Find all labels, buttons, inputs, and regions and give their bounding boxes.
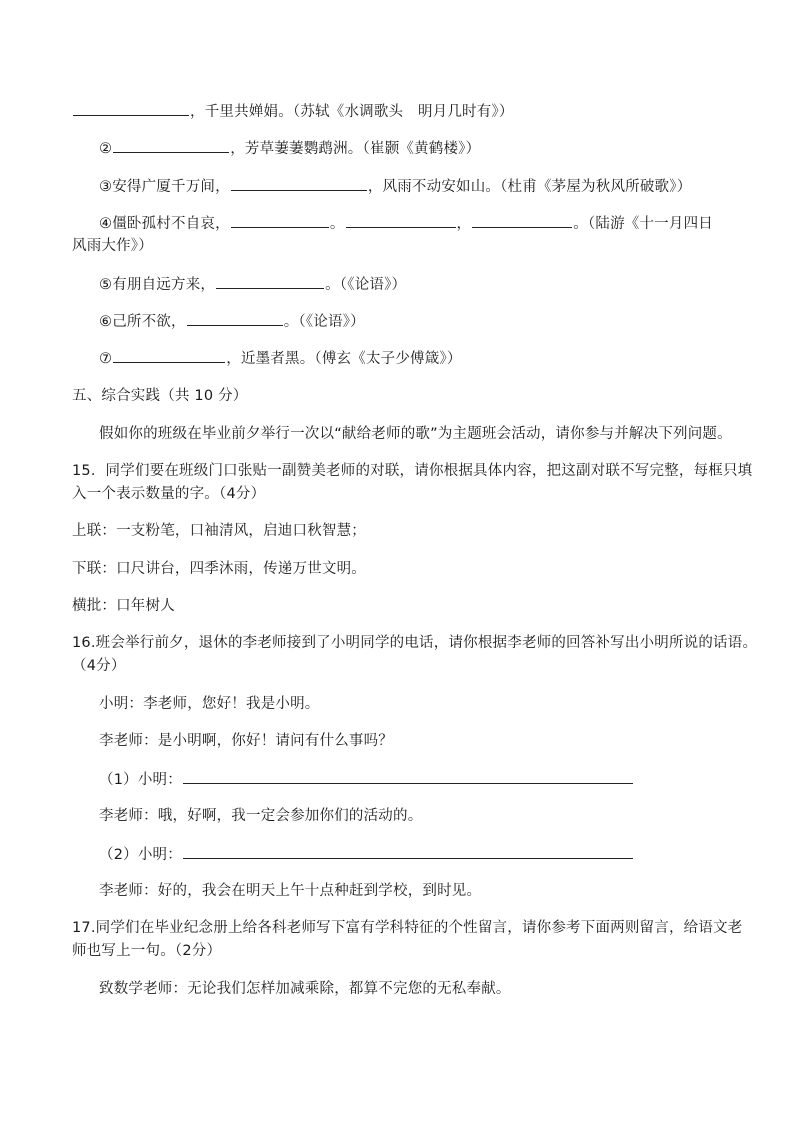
answer-blank[interactable] [113,138,229,153]
poem-line-6-prefix: ⑥己所不欲， [99,314,186,330]
poem-line-2-text: ，芳草萋萋鹦鹉洲。（崔颢《黄鹤楼》） [230,141,481,157]
couplet-upper: 上联：一支粉笔，口袖清风，启迪口秋智慧； [72,523,366,539]
section-intro: 假如你的班级在毕业前夕举行一次以“献给老师的歌”为主题班会活动，请你参与并解决下列问题。 [99,426,732,442]
poem-line-4-continued: 风雨大作》） [72,238,153,254]
poem-line-2 [99,138,480,159]
poem-line-3-prefix: ③安得广厦千万间， [99,179,230,195]
couplet-lower: 下联：口尺讲台，四季沐雨，传递万世文明。 [72,561,366,577]
answer-blank[interactable] [346,213,456,228]
poem-line-6 [99,311,365,332]
question-17-text-cont: 师也写上一句。（2分） [72,943,222,959]
answer-blank[interactable] [231,176,367,191]
poem-line-5 [99,274,406,295]
question-16-text: 16.班会举行前夕，退休的李老师接到了小明同学的电话，请你根据李老师的回答补写出小明所说的话语。 [72,635,758,651]
section-heading: 五、综合实践（共 10 分） [72,388,248,404]
answer-blank[interactable] [73,101,189,116]
answer-blank[interactable] [183,844,633,859]
question-15-text: 15．同学们要在班级门口张贴一副赞美老师的对联，请你根据具体内容，把这副对联不写完整，每框只填 [72,463,753,479]
poem-line-7-prefix: ⑦ [99,351,113,367]
answer-line-2 [99,844,634,865]
answer-blank[interactable] [183,769,633,784]
punctuation: ， [456,216,472,232]
answer-blank[interactable] [472,213,572,228]
poem-line-3 [99,176,691,197]
question-15-text-cont: 入一个表示数量的字。（4分） [72,486,266,502]
answer-blank[interactable] [187,311,283,326]
answer-blank[interactable] [113,348,225,363]
poem-line-4-prefix: ④僵卧孤村不自哀， [99,216,230,232]
punctuation: 。 [329,216,345,232]
poem-line-7 [99,348,462,369]
dialogue-line: 李老师：是小明啊，你好！请问有什么事吗？ [99,733,393,749]
question-17-text: 17.同学们在毕业纪念册上给各科老师写下富有学科特征的个性留言，请你参考下面两则留言，给语文老 [72,920,743,936]
poem-line-5-text: 。（《论语》） [325,277,407,293]
answer-2-label: （2）小明： [99,847,182,863]
poem-line-6-text: 。（《论语》） [283,314,365,330]
answer-blank[interactable] [216,274,324,289]
answer-1-label: （1）小明： [99,772,182,788]
poem-line-4-text: 。（陆游《十一月四日 [573,216,713,232]
dialogue-line: 李老师：好的，我会在明天上午十点种赶到学校，到时见。 [99,883,482,899]
poem-line-7-text: ，近墨者黑。（傅玄《太子少傅箴》） [226,351,462,367]
poem-line-5-prefix: ⑤有朋自远方来， [99,277,216,293]
poem-line-2-prefix: ② [99,141,113,157]
poem-line-3-text: ，风雨不动安如山。（杜甫《茅屋为秋风所破歌》） [367,179,692,195]
answer-blank[interactable] [231,213,329,228]
example-message: 致数学老师：无论我们怎样加减乘除，都算不完您的无私奉献。 [99,981,511,997]
answer-line-1 [99,769,634,790]
question-16-text-cont: （4分） [72,658,126,674]
couplet-horizontal: 横批：口年树人 [72,598,175,614]
poem-line-1-text: ，千里共婵娟。（苏轼《水调歌头 明月几时有》） [190,104,514,120]
dialogue-line: 小明：李老师，您好！我是小明。 [99,696,320,712]
poem-line-4 [99,213,713,234]
poem-line-1 [72,101,514,122]
dialogue-line: 李老师：哦，好啊，我一定会参加你们的活动的。 [99,808,423,824]
